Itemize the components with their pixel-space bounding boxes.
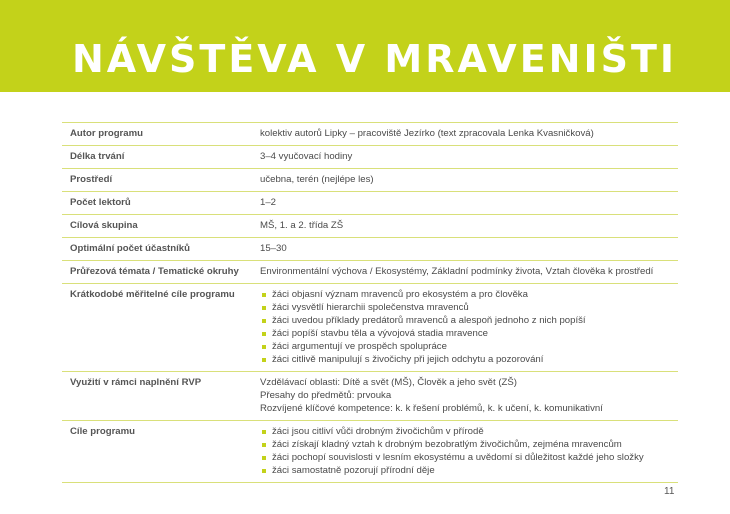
page-number: 11 — [664, 486, 675, 497]
list-item: žáci argumentují ve prospěch spolupráce — [260, 340, 676, 353]
title-banner — [0, 0, 730, 92]
rvp-line: Přesahy do předmětů: prvouka — [260, 390, 392, 401]
table-row-lecturers — [62, 192, 678, 215]
row-value: učebna, terén (nejlépe les) — [260, 174, 374, 185]
list-item: žáci samostatně pozorují přírodní děje — [260, 464, 676, 477]
row-label: Optimální počet účastníků — [70, 243, 190, 254]
row-value: kolektiv autorů Lipky – pracoviště Jezírko (text zpracovala Lenka Kvasničková) — [260, 128, 594, 139]
table-row-environment — [62, 169, 678, 192]
list-item: žáci uvedou příklady predátorů mravenců a alespoň jednoho z nich popíší — [260, 314, 676, 327]
row-label: Počet lektorů — [70, 197, 131, 208]
table-row-duration — [62, 146, 678, 169]
row-value: 1–2 — [260, 197, 277, 208]
list-item: žáci získají kladný vztah k drobným bezobratlým živočichům, zejména mravencům — [260, 438, 676, 451]
row-value: Environmentální výchova / Ekosystémy, Základní podmínky života, Vztah člověka k prostředí — [260, 266, 654, 277]
table-row-rvp — [62, 372, 678, 421]
row-label: Autor programu — [70, 128, 144, 139]
row-label: Prostředí — [70, 174, 113, 185]
row-label: Krátkodobé měřitelné cíle programu — [70, 289, 235, 300]
list-item: žáci pochopí souvislosti v lesním ekosystému a uvědomí si důležitost každé jeho složky — [260, 451, 676, 464]
page-title: NÁVŠTĚVA V MRAVENIŠTI — [72, 37, 678, 81]
list-item: žáci popíší stavbu těla a vývojová stadia mravence — [260, 327, 676, 340]
goals-list — [260, 288, 676, 366]
rvp-line: Vzdělávací oblasti: Dítě a svět (MŠ), Člověk a jeho svět (ZŠ) — [260, 377, 517, 388]
rvp-line: Rozvíjené klíčové kompetence: k. k řešení problémů, k. k učení, k. komunikativní — [260, 403, 603, 414]
table-row-themes — [62, 261, 678, 284]
program-info-table — [62, 122, 678, 483]
row-label: Využití v rámci naplnění RVP — [70, 377, 202, 388]
goals-list — [260, 425, 676, 477]
list-item: žáci vysvětlí hierarchii společenstva mravenců — [260, 301, 676, 314]
row-value — [260, 376, 678, 415]
row-value: 15–30 — [260, 243, 287, 254]
row-value — [260, 425, 678, 477]
row-label: Cíle programu — [70, 426, 136, 437]
row-label: Délka trvání — [70, 151, 125, 162]
row-label: Cílová skupina — [70, 220, 138, 231]
table-row-program-goals — [62, 421, 678, 483]
table-row-participants — [62, 238, 678, 261]
row-label: Průřezová témata / Tematické okruhy — [70, 266, 239, 277]
table-row-short-term-goals — [62, 284, 678, 372]
list-item: žáci objasní význam mravenců pro ekosystém a pro člověka — [260, 288, 676, 301]
row-value: 3–4 vyučovací hodiny — [260, 151, 353, 162]
list-item: žáci jsou citliví vůči drobným živočichům v přírodě — [260, 425, 676, 438]
list-item: žáci citlivě manipulují s živočichy při jejich odchytu a pozorování — [260, 353, 676, 366]
table-row-author — [62, 122, 678, 146]
table-row-target-group — [62, 215, 678, 238]
row-value — [260, 288, 678, 366]
row-value: MŠ, 1. a 2. třída ZŠ — [260, 220, 344, 231]
